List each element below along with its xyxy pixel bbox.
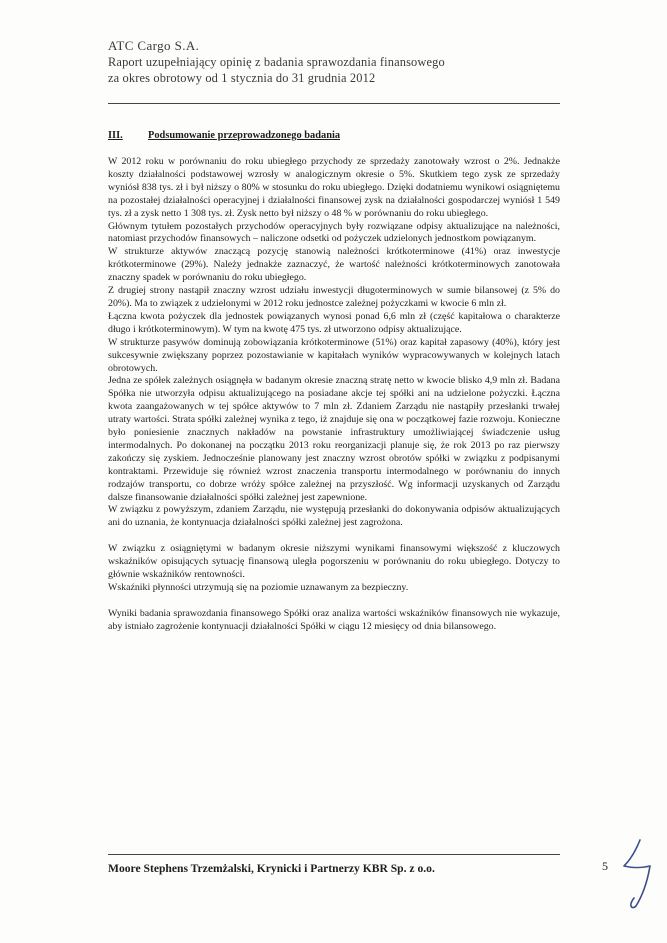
section-heading [108, 130, 340, 141]
paragraph-subsidiary-loss: Jedna ze spółek zależnych osiągnęła w badanym okresie znaczną stratę netto w kwocie blisko 4,9 mln zł. Badana Spółka nie utworzyła odpisu aktualizującego na posiadane akcje tej spółki ani na udzielone pożyczki. Łączna kwota zaangażowanych w tej spółce aktywów to 7 mln zł. Zdaniem Zarządu nie nastąpiły przesłanki trwałej utraty wartości. Strata spółki zależnej wynika z tego, iż znajduje się ona w początkowej fazie rozwoju. Konieczne było poniesienie znacznych nakładów na powstanie infrastruktury umożliwiającej świadczenie usług intermodalnych. Po dokonanej na początku 2013 roku reorganizacji planuje się, że rok 2013 po raz pierwszy zakończy się zyskiem. Jednocześnie planowany jest znaczny wzrost obrotów spółki w związku z podpisanymi kontraktami. Przewiduje się również wzrost znaczenia transportu intermodalnego w porównaniu do innych rodzajów transportu, co dobrze wróży spółce zależnej na przyszłość. Wg informacji uzyskanych od Zarządu dalsze finansowanie działalności spółki zależnej jest zapewnione. [108, 375, 560, 503]
paragraph-liabilities-structure: W strukturze pasywów dominują zobowiązania krótkoterminowe (51%) oraz kapitał zapasowy (40%), który jest sukcesywnie zwiększany poprzez pozostawianie w kapitałach wyników wypracowywanych w kolejnych latach obrotowych. [108, 336, 560, 374]
page-number: 5 [602, 859, 608, 873]
document-header [108, 38, 568, 86]
paragraph-operating-income: Głównym tytułem pozostałych przychodów operacyjnych były rozwiązane odpisy aktualizujące na należności, natomiast przychodów finansowych – naliczone odsetki od pożyczek udzielonych jednostkom powiązanym. [108, 220, 560, 245]
paragraph-loans: Łączna kwota pożyczek dla jednostek powiązanych wynosi ponad 6,6 mln zł (część kapitałowa o charakterze długo i krótkoterminowym). W tym na kwotę 475 tys. zł utworzono odpisy aktualizujące. [108, 310, 560, 335]
company-name: ATC Cargo S.A. [108, 38, 200, 53]
paragraph-indicators: W związku z osiągniętymi w badanym okresie niższymi wynikami finansowymi większość z kluczowych wskaźników opisujących sytuację finansową uległa pogorszeniu w porównaniu do roku ubiegłego. Dotyczy to głównie wskaźników rentowności. [108, 543, 560, 580]
paragraph-assets-structure: W strukturze aktywów znaczącą pozycję stanowią należności krótkoterminowe (41%) oraz inwestycje krótkoterminowe (29%). Należy jednakże zaznaczyć, że wartość należności krótkoterminowych zanotowała znaczny spadek w porównaniu do roku ubiegłego. [108, 246, 560, 284]
section-title: Podsumowanie przeprowadzonego badania [148, 130, 341, 141]
summary-body [108, 156, 560, 634]
signature-initial-icon [616, 838, 656, 910]
header-divider [108, 103, 560, 104]
report-title: Raport uzupełniający opinię z badania sprawozdania finansowego [108, 55, 445, 69]
paragraph-revenue: W 2012 roku w porównaniu do roku ubiegłego przychody ze sprzedaży zanotowały wzrost o 2%. Jednakże koszty działalności podstawowej wzrosły w analogicznym okresie o 5%. Skutkiem tego zysk ze sprzedaży wyniósł 838 tys. zł i był niższy o 80% w stosunku do roku ubiegłego. Dzięki dodatniemu wynikowi osiągniętemu na pozostałej działalności operacyjnej i działalności finansowej zysk na działalności gospodarczej wyniósł 1 549 tys. zł a zysk netto 1 308 tys. zł. Zysk netto był niższy o 48 % w porównaniu do roku ubiegłego. [108, 156, 560, 219]
paragraph-management-opinion: W związku z powyższym, zdaniem Zarządu, nie występują przesłanki do dokonywania odpisów aktualizujących ani do uznania, że kontynuacja działalności spółki zależnej jest zagrożona. [108, 504, 560, 529]
paragraph-liquidity: Wskaźniki płynności utrzymują się na poziomie uznawanym za bezpieczny. [108, 581, 409, 593]
report-period: za okres obrotowy od 1 stycznia do 31 grudnia 2012 [108, 71, 376, 85]
auditor-firm: Moore Stephens Trzemżalski, Krynicki i Partnerzy KBR Sp. z o.o. [108, 862, 435, 875]
footer-divider [108, 854, 560, 855]
section-number: III. [108, 130, 123, 141]
paragraph-long-term-investments: Z drugiej strony nastąpił znaczny wzrost udziału inwestycji długoterminowych w sumie bilansowej (z 5% do 20%). Ma to związek z udzielonymi w 2012 roku jednostce zależnej pożyczkami w kwocie 6 mln zł. [108, 285, 560, 309]
paragraph-going-concern: Wyniki badania sprawozdania finansowego Spółki oraz analiza wartości wskaźników finansowych nie wykazuje, aby istniało zagrożenie kontynuacji działalności Spółki w ciągu 12 miesięcy od dnia bilansowego. [108, 607, 560, 632]
